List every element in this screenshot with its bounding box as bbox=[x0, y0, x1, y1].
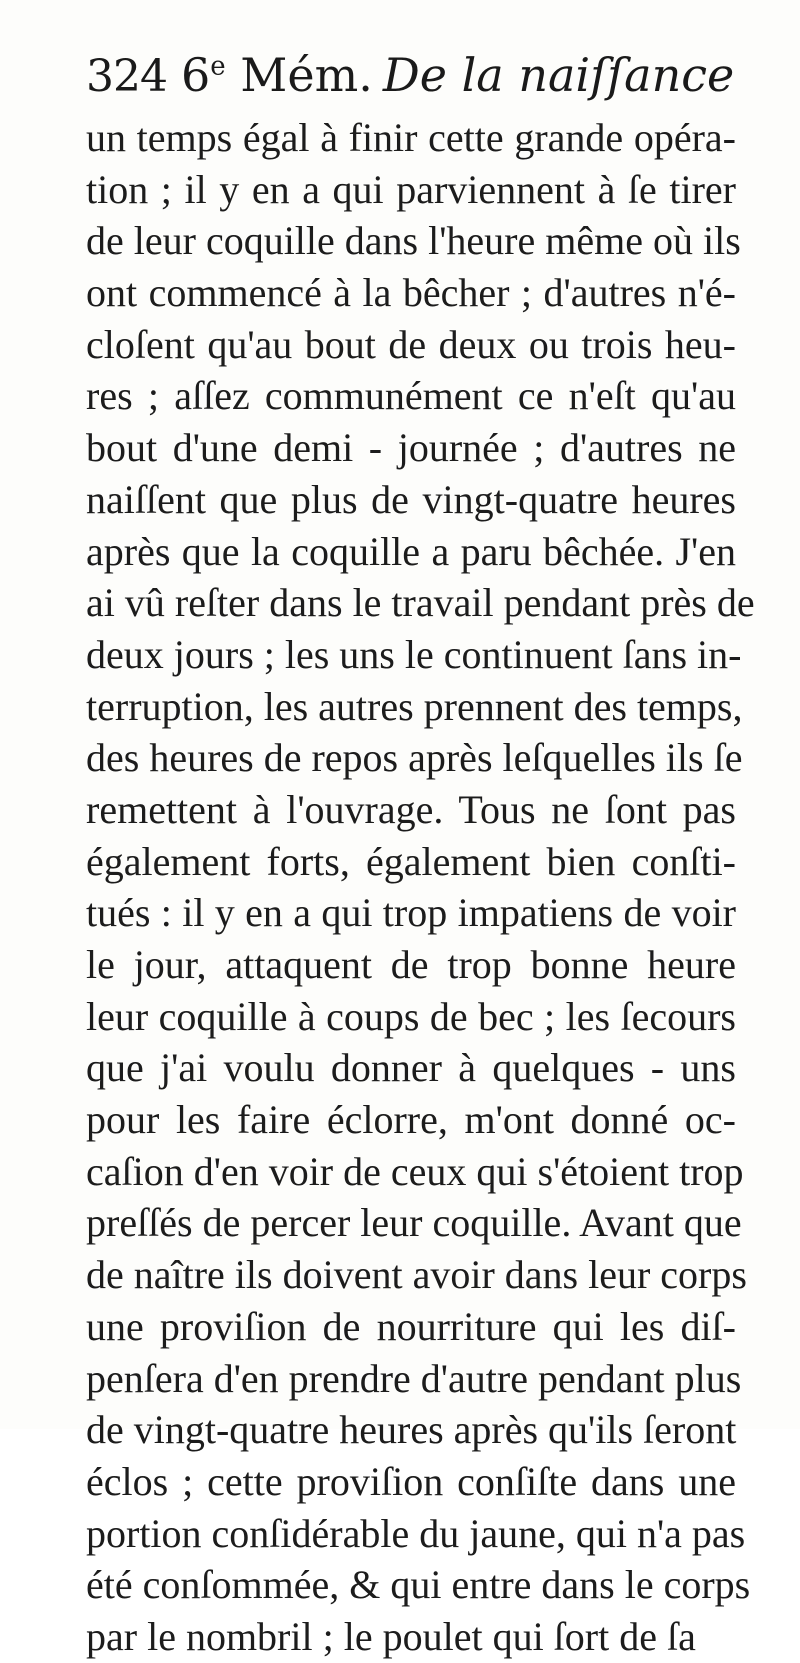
text-line: bout d'une demi - journée ; d'autres ne bbox=[86, 425, 736, 471]
text-line: après que la coquille a paru bêchée. J'en bbox=[86, 528, 736, 574]
text-line: une proviſion de nourriture qui les diſ- bbox=[86, 1303, 736, 1349]
text-line: de vingt-quatre heures après qu'ils ſeront bbox=[86, 1407, 737, 1453]
text-line: preſſés de percer leur coquille. Avant que bbox=[86, 1200, 742, 1246]
text-line: également forts, également bien conſti- bbox=[86, 838, 736, 884]
text-line: caſion d'en voir de ceux qui s'étoient trop bbox=[86, 1148, 744, 1194]
text-line: portion conſidérable du jaune, qui n'a pas bbox=[86, 1510, 746, 1556]
text-line: de naître ils doivent avoir dans leur corps bbox=[86, 1252, 747, 1298]
text-line: penſera d'en prendre d'autre pendant plus bbox=[86, 1355, 742, 1401]
text-line: que j'ai voulu donner à quelques - uns bbox=[86, 1045, 736, 1091]
text-line: cloſent qu'au bout de deux ou trois heu- bbox=[86, 321, 736, 367]
memoir-label bbox=[181, 48, 373, 102]
text-line: un temps égal à finir cette grande opéra- bbox=[86, 115, 736, 160]
memoir-abbreviation: Mém. bbox=[240, 48, 373, 102]
text-line: ai vû reſter dans le travail pendant près de bbox=[86, 580, 755, 626]
text-line: deux jours ; les uns le continuent ſans in- bbox=[86, 631, 742, 677]
text-line: des heures de repos après leſquelles ils ſe bbox=[86, 735, 743, 781]
running-title: De la naiſſance bbox=[382, 48, 735, 102]
text-line: de leur coquille dans l'heure même où ils bbox=[86, 218, 741, 264]
memoir-superscript: e bbox=[210, 51, 226, 82]
text-line: remettent à l'ouvrage. Tous ne ſont pas bbox=[86, 786, 736, 832]
text-line: tion ; il y en a qui parviennent à ſe tirer bbox=[86, 166, 736, 212]
text-line: éclos ; cette proviſion conſiſte dans une bbox=[86, 1458, 736, 1504]
text-line: terruption, les autres prennent des temps, bbox=[86, 683, 743, 729]
memoir-number: 6 bbox=[180, 48, 211, 102]
text-line: été conſommée, & qui entre dans le corps bbox=[86, 1562, 751, 1608]
body-text bbox=[86, 112, 755, 1663]
text-line: res ; aſſez communément ce n'eſt qu'au bbox=[86, 373, 736, 419]
text-line: pour les faire éclorre, m'ont donné oc- bbox=[86, 1097, 736, 1143]
text-line: naiſſent que plus de vingt-quatre heures bbox=[86, 476, 736, 522]
running-head bbox=[86, 48, 735, 112]
text-line: leur coquille à coups de bec ; les ſecours bbox=[86, 993, 736, 1039]
text-line: le jour, attaquent de trop bonne heure bbox=[86, 942, 736, 987]
text-line: par le nombril ; le poulet qui ſort de ſa bbox=[86, 1613, 696, 1659]
text-line: tués : il y en a qui trop impatiens de voir bbox=[86, 890, 736, 936]
text-line: ont commencé à la bêcher ; d'autres n'é- bbox=[86, 270, 736, 316]
page-number: 324 bbox=[86, 51, 167, 102]
